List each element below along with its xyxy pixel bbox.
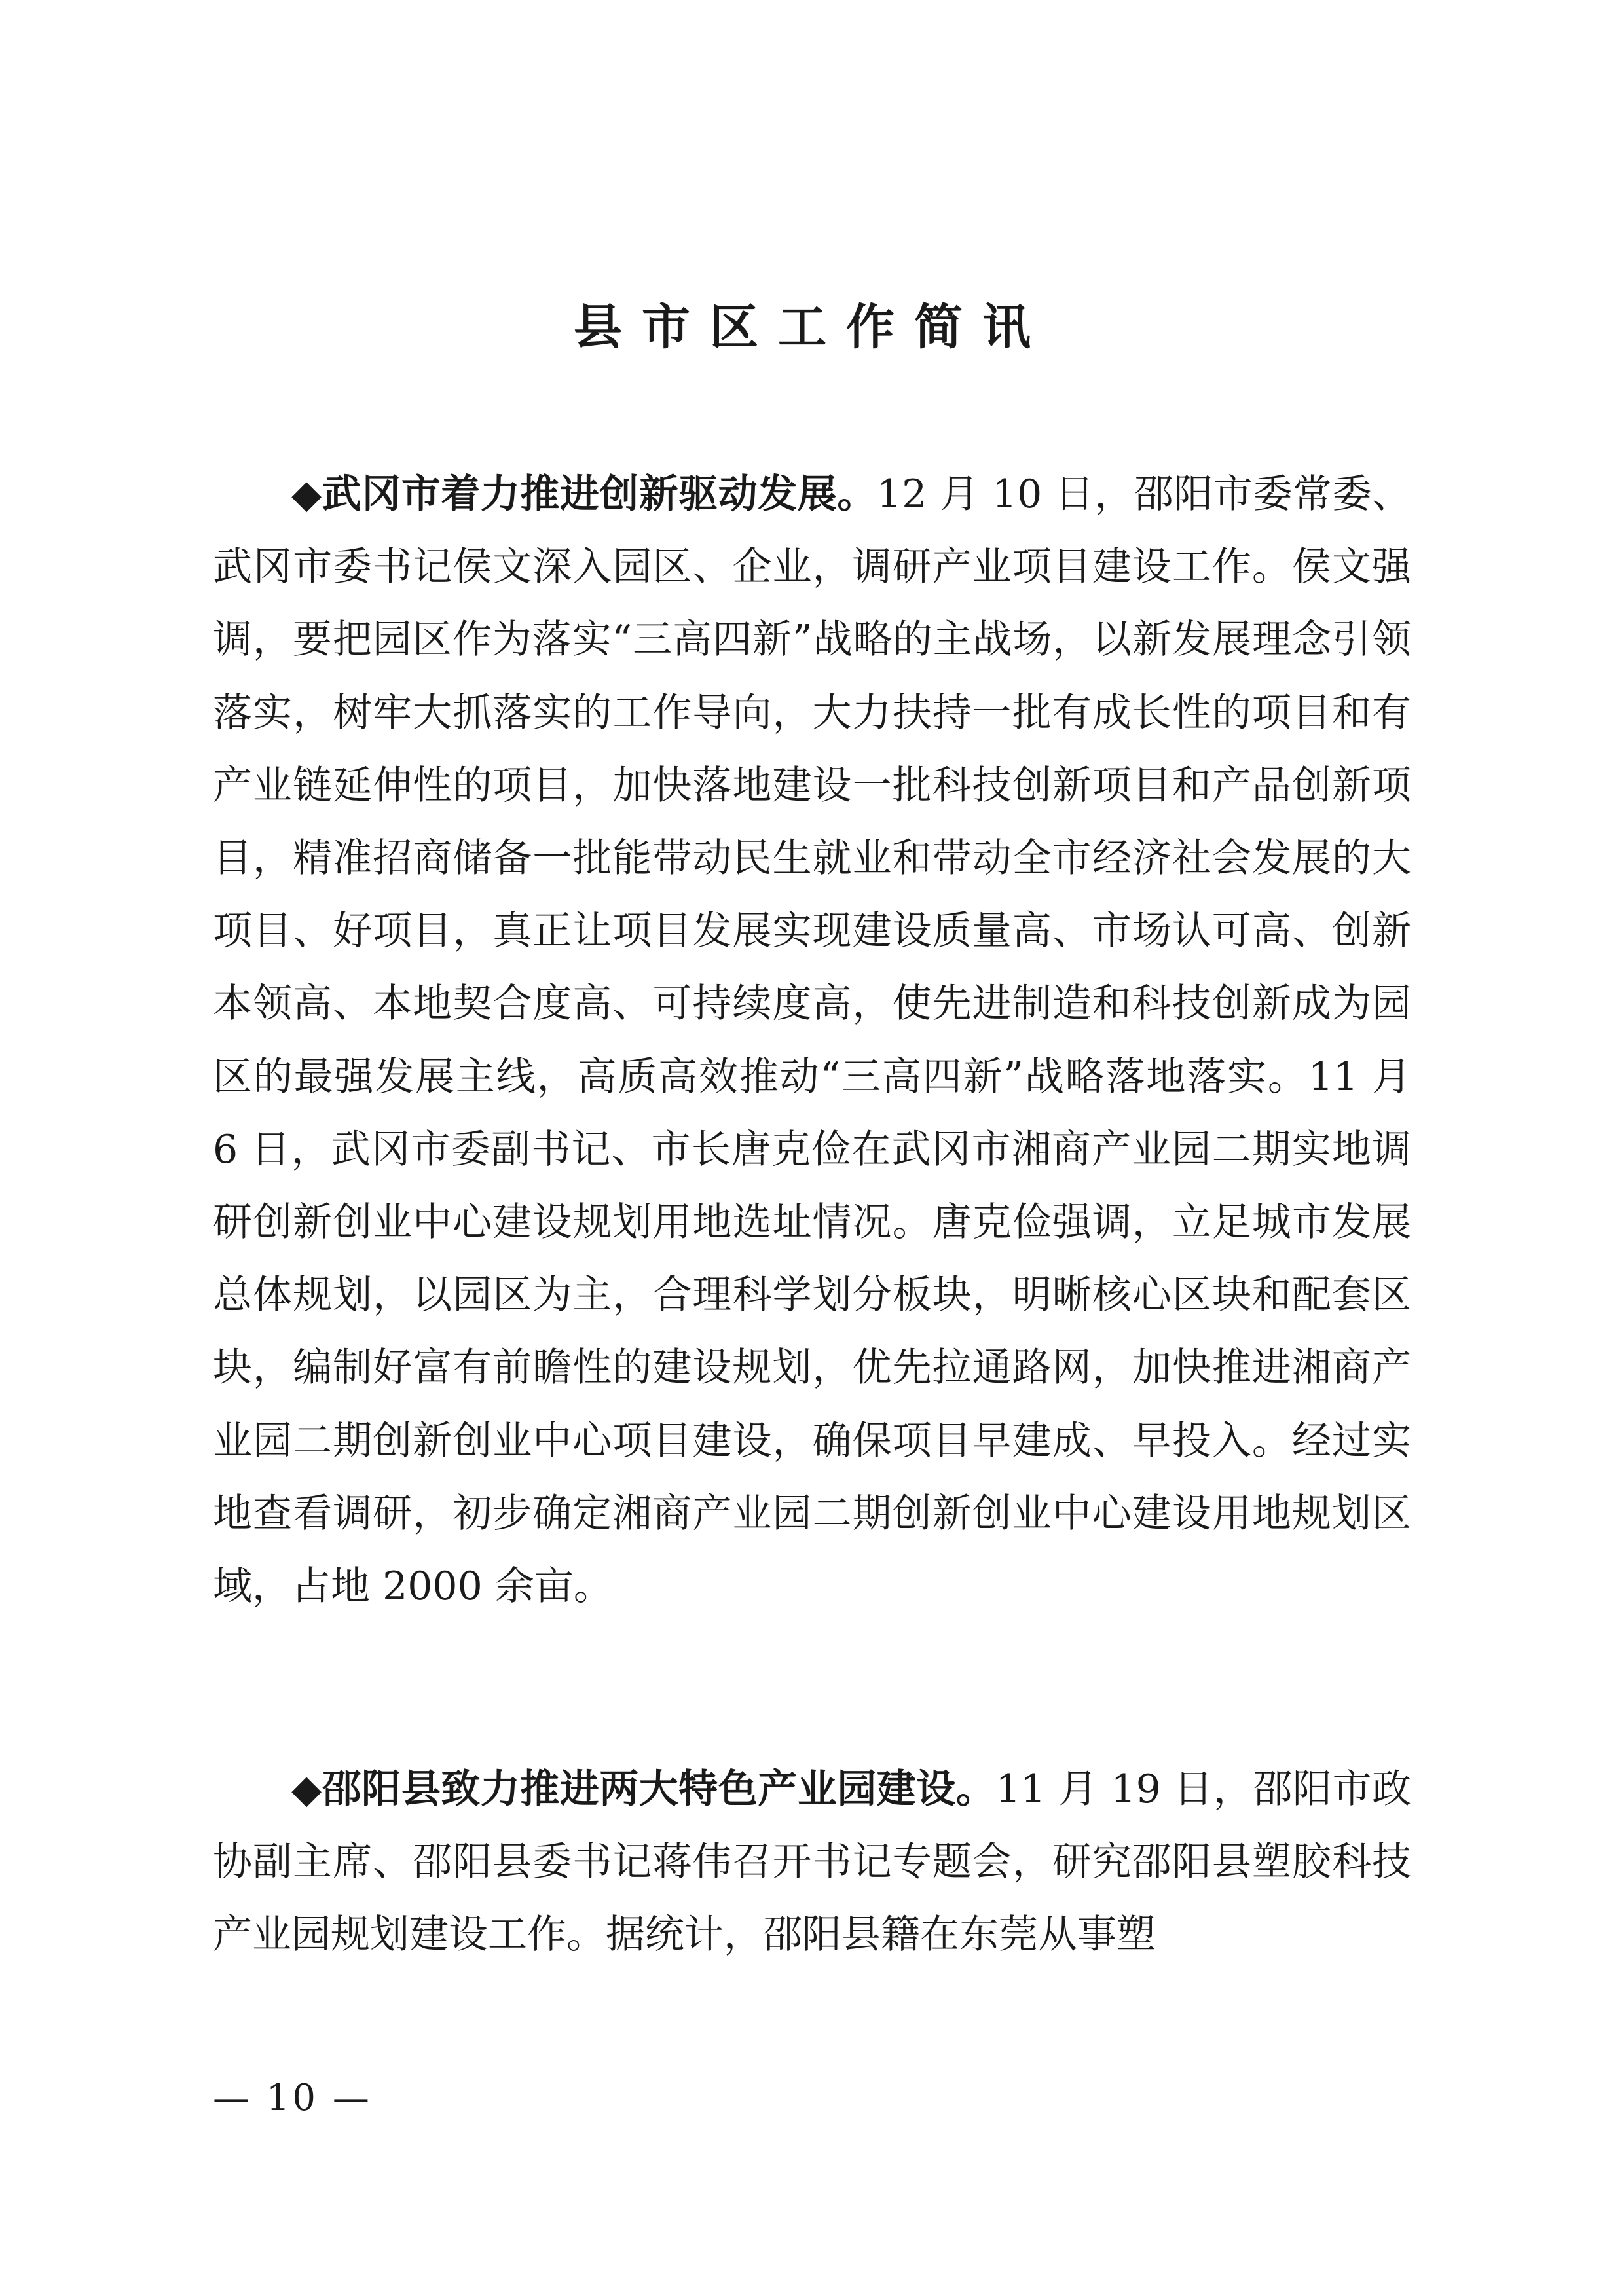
article-shaoyang-county: [213, 1753, 1411, 1972]
article-body: 11 月 19 日，邵阳市政协副主席、邵阳县委书记蒋伟召开书记专题会，研究邵阳县塑胶科技产业园规划建设工作。据统计，邵阳县籍在东莞从事塑: [213, 1766, 1411, 1958]
page-title: 县市区工作简讯: [574, 299, 1050, 355]
article-headline: ◆邵阳县致力推进两大特色产业园建设。: [291, 1766, 996, 1812]
article-headline: ◆武冈市着力推进创新驱动发展。: [291, 471, 877, 517]
article-body: 12 月 10 日，邵阳市委常委、武冈市委书记侯文深入园区、企业，调研产业项目建设工作。侯文强调，要把园区作为落实“三高四新”战略的主战场，以新发展理念引领落实，树牢大抓落实的工作导向，大力扶持一批有成长性的项目和有产业链延伸性的项目，加快落地建设一批科技创新项目和产品创新项目，精准招商储备一批能带动民生就业和带动全市经济社会发展的大项目、好项目，真正让项目发展实现建设质量高、市场认可高、创新本领高、本地契合度高、可持续度高，使先进制造和科技创新成为园区的最强发展主线，高质高效推动“三高四新”战略落地落实。11 月 6 日，武冈市委副书记、市长唐克俭在武冈市湘商产业园二期实地调研创新创业中心建设规划用地选址情况。唐克俭强调，立足城市发展总体规划，以园区为主，合理科学划分板块，明晰核心区块和配套区块，编制好富有前瞻性的建设规划，优先拉通路网，加快推进湘商产业园二期创新创业中心项目建设，确保项目早建成、早投入。经过实地查看调研，初步确定湘商产业园二期创新创业中心建设用地规划区域，占地 2000 余亩。: [213, 471, 1411, 1610]
page-number: — 10 —: [213, 2077, 372, 2119]
article-wugang: [213, 458, 1411, 1623]
